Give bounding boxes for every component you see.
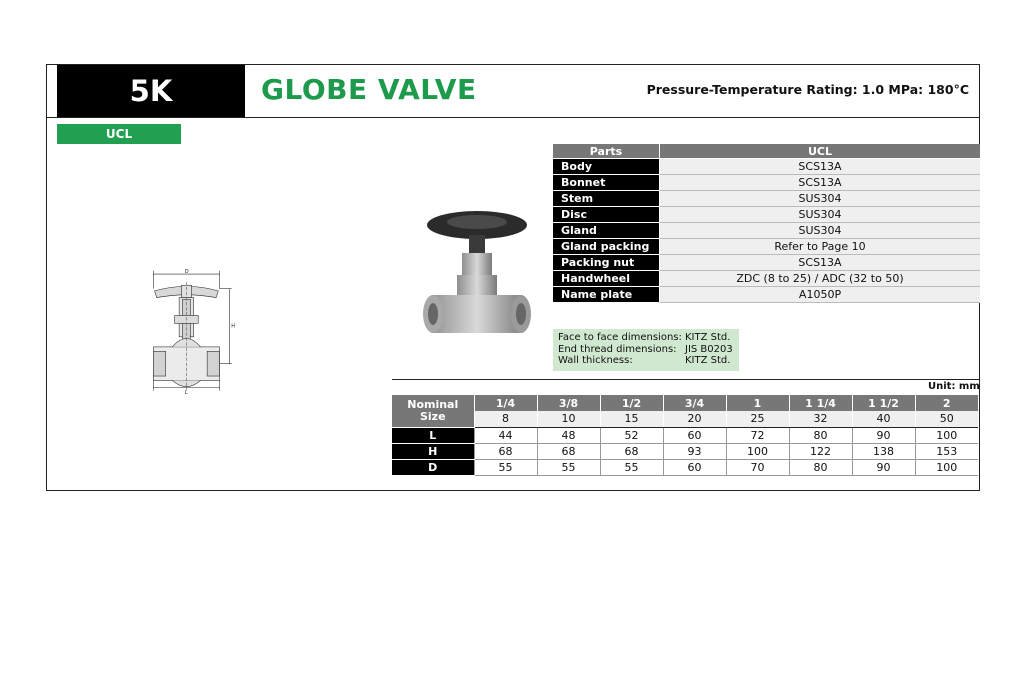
- part-name: Packing nut: [553, 255, 659, 271]
- dimension-label-h: H: [231, 323, 236, 330]
- standard-label: Wall thickness:: [558, 355, 633, 366]
- parts-header: Parts: [553, 144, 659, 159]
- dimension-value: 55: [474, 459, 537, 475]
- part-material: SCS13A: [659, 159, 980, 175]
- body: [429, 295, 525, 333]
- dimension-value: 90: [852, 459, 915, 475]
- mm-size: 15: [600, 411, 663, 427]
- inch-size: 1/4: [474, 395, 537, 411]
- inch-size: 3/8: [537, 395, 600, 411]
- table-row: [553, 223, 980, 239]
- valve-product-photo: [415, 207, 540, 357]
- nominal-label-line2: Size: [419, 409, 446, 423]
- dimension-value: 100: [915, 459, 978, 475]
- part-material: SUS304: [659, 207, 980, 223]
- inch-size: 1 1/4: [789, 395, 852, 411]
- dimension-value: 52: [600, 427, 663, 443]
- table-row: [553, 207, 980, 223]
- dimension-table: [392, 395, 978, 476]
- standard-row: [558, 355, 734, 367]
- mm-size: 20: [663, 411, 726, 427]
- part-material: SCS13A: [659, 255, 980, 271]
- product-title: GLOBE VALVE: [261, 73, 477, 106]
- part-name: Body: [553, 159, 659, 175]
- parts-material-table: [553, 144, 980, 303]
- part-name: Stem: [553, 191, 659, 207]
- dimension-label: D: [392, 459, 474, 475]
- mm-size: 32: [789, 411, 852, 427]
- table-row: [392, 443, 978, 459]
- standard-label: End thread dimensions:: [558, 343, 677, 355]
- nominal-label-line1: Nominal: [407, 397, 459, 411]
- valve-technical-drawing: [150, 240, 280, 465]
- dimension-value: 55: [537, 459, 600, 475]
- mm-size: 25: [726, 411, 789, 427]
- dimension-value: 80: [789, 459, 852, 475]
- table-row: [392, 459, 978, 475]
- dimension-value: 60: [663, 427, 726, 443]
- part-material: SUS304: [659, 223, 980, 239]
- mm-size: 50: [915, 411, 978, 427]
- mm-size-row: [392, 411, 978, 427]
- standard-label: Face to face dimensions:: [558, 332, 682, 343]
- unit-label: Unit: mm: [928, 381, 980, 392]
- bonnet: [462, 253, 492, 275]
- part-name: Bonnet: [553, 175, 659, 191]
- table-row: [553, 159, 980, 175]
- inch-size: 2: [915, 395, 978, 411]
- standard-value: JIS B0203: [685, 343, 733, 355]
- part-name: Name plate: [553, 287, 659, 303]
- model-tab: UCL: [57, 124, 181, 144]
- mm-size: 8: [474, 411, 537, 427]
- part-name: Handwheel: [553, 271, 659, 287]
- table-row: [553, 287, 980, 303]
- divider: [392, 379, 980, 380]
- standard-value: KITZ Std.: [685, 332, 731, 343]
- dimension-value: 100: [726, 443, 789, 459]
- pressure-temperature-rating: Pressure-Temperature Rating: 1.0 MPa: 180°C: [646, 82, 969, 97]
- dimension-label: H: [392, 443, 474, 459]
- nominal-size-header: [392, 395, 474, 427]
- dimension-label-d: D: [184, 268, 189, 275]
- sheet-header: [47, 65, 979, 118]
- part-material: A1050P: [659, 287, 980, 303]
- inch-size: 1/2: [600, 395, 663, 411]
- table-row: [392, 427, 978, 443]
- inch-size: 3/4: [663, 395, 726, 411]
- table-row: [553, 175, 980, 191]
- part-material: SUS304: [659, 191, 980, 207]
- dimension-value: 100: [915, 427, 978, 443]
- dimension-value: 55: [600, 459, 663, 475]
- part-material: SCS13A: [659, 175, 980, 191]
- table-row: [553, 271, 980, 287]
- standards-box: [553, 329, 739, 371]
- dimension-value: 153: [915, 443, 978, 459]
- part-material: ZDC (8 to 25) / ADC (32 to 50): [659, 271, 980, 287]
- inch-size: 1 1/2: [852, 395, 915, 411]
- standard-row: [558, 332, 734, 344]
- dimension-value: 44: [474, 427, 537, 443]
- dimension-value: 68: [474, 443, 537, 459]
- standard-row: [558, 344, 734, 356]
- part-name: Gland packing: [553, 239, 659, 255]
- dimension-label: L: [392, 427, 474, 443]
- dimension-value: 90: [852, 427, 915, 443]
- dimension-value: 138: [852, 443, 915, 459]
- mm-size: 10: [537, 411, 600, 427]
- dimension-value: 68: [537, 443, 600, 459]
- pressure-class-block: 5K: [57, 65, 245, 117]
- standard-value: KITZ Std.: [685, 355, 731, 366]
- inch-size: 1: [726, 395, 789, 411]
- model-header: UCL: [659, 144, 980, 159]
- dimension-value: 68: [600, 443, 663, 459]
- dimension-value: 80: [789, 427, 852, 443]
- dimension-value: 70: [726, 459, 789, 475]
- dimension-value: 72: [726, 427, 789, 443]
- inch-size-row: [392, 395, 978, 411]
- mm-size: 40: [852, 411, 915, 427]
- part-name: Disc: [553, 207, 659, 223]
- dimension-value: 93: [663, 443, 726, 459]
- table-row: [553, 239, 980, 255]
- part-name: Gland: [553, 223, 659, 239]
- dimension-label-l: L: [184, 389, 188, 396]
- part-material: Refer to Page 10: [659, 239, 980, 255]
- dimension-value: 48: [537, 427, 600, 443]
- dimension-value: 60: [663, 459, 726, 475]
- table-row: [553, 255, 980, 271]
- table-row: [553, 191, 980, 207]
- dimension-value: 122: [789, 443, 852, 459]
